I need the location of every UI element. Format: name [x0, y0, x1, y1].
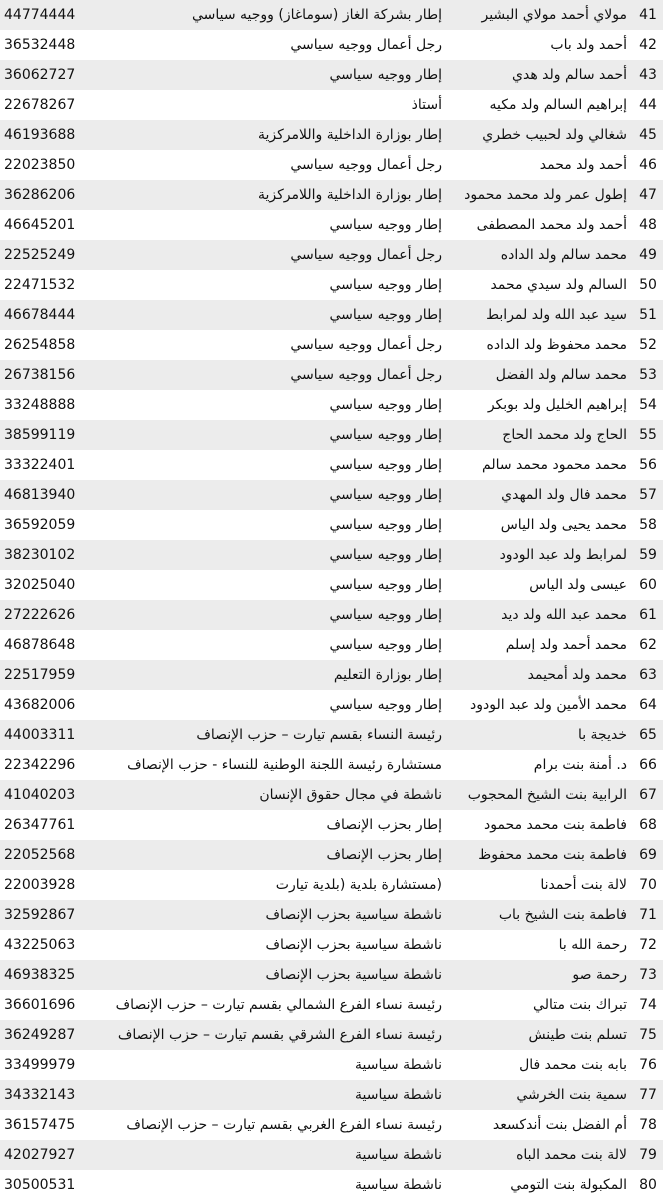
member-name: الحاج ولد محمد الحاج — [502, 427, 627, 443]
member-phone: 33248888 — [4, 397, 76, 413]
member-name: أم الفضل بنت أندكسعد — [492, 1117, 627, 1133]
row-number: 77 — [639, 1087, 657, 1103]
member-name: فاطمة بنت محمد محفوظ — [478, 847, 627, 863]
member-phone: 22342296 — [4, 757, 76, 773]
member-phone: 22471532 — [4, 277, 76, 293]
table-row — [0, 1020, 663, 1050]
row-number: 43 — [639, 67, 657, 83]
table-row — [0, 720, 663, 750]
member-phone: 22003928 — [4, 877, 76, 893]
member-name: محمد يحيى ولد الياس — [500, 517, 627, 533]
member-phone: 36532448 — [4, 37, 76, 53]
member-role: ناشطة سياسية بحزب الإنصاف — [265, 937, 442, 953]
row-number: 69 — [639, 847, 657, 863]
member-role: ناشطة سياسية بحزب الإنصاف — [265, 967, 442, 983]
member-phone: 32592867 — [4, 907, 76, 923]
table-row — [0, 780, 663, 810]
member-role: ناشطة سياسية — [354, 1147, 442, 1163]
member-name: شغالي ولد لحبيب خطري — [482, 127, 627, 143]
member-role: إطار بشركة الغاز (سوماغاز) ووجيه سياسي — [191, 7, 442, 23]
table-row — [0, 1170, 663, 1200]
table-row — [0, 1080, 663, 1110]
row-number: 64 — [639, 697, 657, 713]
table-row — [0, 120, 663, 150]
member-name: خديجة با — [577, 727, 627, 743]
table-row — [0, 900, 663, 930]
member-role: رئيسة نساء الفرع الغربي بقسم تيارت – حزب الإنصاف — [126, 1117, 442, 1133]
row-number: 49 — [639, 247, 657, 263]
table-row — [0, 600, 663, 630]
member-phone: 34332143 — [4, 1087, 76, 1103]
member-phone: 22517959 — [4, 667, 76, 683]
member-role: إطار ووجيه سياسي — [329, 457, 442, 473]
member-role: رئيسة نساء الفرع الشمالي بقسم تيارت – حزب الإنصاف — [115, 997, 442, 1013]
table-row — [0, 60, 663, 90]
row-number: 56 — [639, 457, 657, 473]
member-phone: 42027927 — [4, 1147, 76, 1163]
row-number: 59 — [639, 547, 657, 563]
member-name: محمد أحمد ولد إسلم — [505, 637, 627, 653]
row-number: 79 — [639, 1147, 657, 1163]
member-role: رجل أعمال ووجيه سياسي — [290, 247, 442, 263]
member-role: إطار ووجيه سياسي — [329, 637, 442, 653]
member-name: مولاي أحمد مولاي البشير — [481, 7, 627, 23]
table-row — [0, 1110, 663, 1140]
table-row — [0, 180, 663, 210]
member-role: مستشارة رئيسة اللجنة الوطنية للنساء - حزب الإنصاف — [127, 757, 442, 773]
table-row — [0, 540, 663, 570]
member-phone: 22678267 — [4, 97, 76, 113]
row-number: 71 — [639, 907, 657, 923]
table-row — [0, 300, 663, 330]
member-role: رئيسة النساء بقسم تيارت – حزب الإنصاف — [196, 727, 442, 743]
member-name: الرابية بنت الشيخ المحجوب — [467, 787, 627, 803]
row-number: 66 — [639, 757, 657, 773]
table-row — [0, 750, 663, 780]
member-role: إطار ووجيه سياسي — [329, 67, 442, 83]
member-phone: 26254858 — [4, 337, 76, 353]
member-phone: 44003311 — [4, 727, 76, 743]
member-role: ناشطة سياسية — [354, 1057, 442, 1073]
member-name: تبراك بنت متالي — [533, 997, 627, 1013]
row-number: 78 — [639, 1117, 657, 1133]
table-row — [0, 90, 663, 120]
table-row — [0, 270, 663, 300]
member-name: محمد سالم ولد الداده — [500, 247, 627, 263]
member-phone: 46678444 — [4, 307, 76, 323]
member-role: رئيسة نساء الفرع الشرقي بقسم تيارت – حزب الإنصاف — [117, 1027, 442, 1043]
table-row — [0, 390, 663, 420]
member-name: أحمد ولد باب — [550, 37, 627, 53]
member-name: محمد عبد الله ولد ديد — [501, 607, 627, 623]
member-name: لمرابط ولد عبد الودود — [499, 547, 627, 563]
table-row — [0, 480, 663, 510]
row-number: 48 — [639, 217, 657, 233]
row-number: 61 — [639, 607, 657, 623]
member-role: إطار ووجيه سياسي — [329, 697, 442, 713]
table-row — [0, 1050, 663, 1080]
member-phone: 46645201 — [4, 217, 76, 233]
member-phone: 38599119 — [4, 427, 76, 443]
row-number: 44 — [639, 97, 657, 113]
table-row — [0, 330, 663, 360]
row-number: 68 — [639, 817, 657, 833]
member-name: إطول عمر ولد محمد محمود — [464, 187, 627, 203]
member-phone: 36592059 — [4, 517, 76, 533]
member-role: إطار بوزارة الداخلية واللامركزية — [258, 127, 442, 143]
table-row — [0, 840, 663, 870]
table-row — [0, 630, 663, 660]
member-role: إطار ووجيه سياسي — [329, 217, 442, 233]
member-role: أستاذ — [411, 97, 442, 113]
member-name: أحمد سالم ولد هدي — [512, 67, 627, 83]
table-row — [0, 360, 663, 390]
member-role: إطار بحزب الإنصاف — [326, 817, 442, 833]
member-role: إطار ووجيه سياسي — [329, 277, 442, 293]
member-name: أحمد ولد محمد — [539, 157, 627, 173]
row-number: 51 — [639, 307, 657, 323]
row-number: 65 — [639, 727, 657, 743]
table-row — [0, 450, 663, 480]
member-name: لالة بنت محمد الباه — [516, 1147, 627, 1163]
member-name: د. أمنة بنت برام — [533, 757, 627, 773]
member-name: سيد عبد الله ولد لمرابط — [486, 307, 627, 323]
row-number: 47 — [639, 187, 657, 203]
row-number: 54 — [639, 397, 657, 413]
member-name: بابه بنت محمد فال — [519, 1057, 627, 1073]
member-name: محمد فال ولد المهدي — [501, 487, 627, 503]
row-number: 76 — [639, 1057, 657, 1073]
member-phone: 36249287 — [4, 1027, 76, 1043]
member-phone: 46193688 — [4, 127, 76, 143]
table-row — [0, 690, 663, 720]
member-name: رحمة صو — [572, 967, 627, 983]
member-phone: 26738156 — [4, 367, 76, 383]
member-role: إطار ووجيه سياسي — [329, 307, 442, 323]
member-name: تسلم بنت طينش — [528, 1027, 627, 1043]
member-phone: 46938325 — [4, 967, 76, 983]
member-name: لالة بنت أحمدنا — [540, 877, 627, 893]
member-role: إطار ووجيه سياسي — [329, 427, 442, 443]
member-phone: 26347761 — [4, 817, 76, 833]
member-name: محمد الأمين ولد عبد الودود — [470, 697, 627, 713]
member-phone: 38230102 — [4, 547, 76, 563]
table-row — [0, 1140, 663, 1170]
table-row — [0, 870, 663, 900]
member-phone: 22525249 — [4, 247, 76, 263]
member-phone: 43682006 — [4, 697, 76, 713]
row-number: 52 — [639, 337, 657, 353]
row-number: 74 — [639, 997, 657, 1013]
member-phone: 36157475 — [4, 1117, 76, 1133]
member-role: إطار بحزب الإنصاف — [326, 847, 442, 863]
table-row — [0, 990, 663, 1020]
row-number: 73 — [639, 967, 657, 983]
member-phone: 36062727 — [4, 67, 76, 83]
member-role: إطار ووجيه سياسي — [329, 517, 442, 533]
member-role: إطار ووجيه سياسي — [329, 547, 442, 563]
member-role: إطار ووجيه سياسي — [329, 487, 442, 503]
member-phone: 43225063 — [4, 937, 76, 953]
member-role: إطار بوزارة التعليم — [333, 667, 442, 683]
member-name: أحمد ولد محمد المصطفى — [476, 217, 627, 233]
member-name: المكبولة بنت التومي — [510, 1177, 627, 1193]
member-name: عيسى ولد الياس — [529, 577, 627, 593]
row-number: 50 — [639, 277, 657, 293]
row-number: 58 — [639, 517, 657, 533]
member-name: رحمة الله با — [558, 937, 627, 953]
row-number: 62 — [639, 637, 657, 653]
member-role: رجل أعمال ووجيه سياسي — [290, 337, 442, 353]
row-number: 70 — [639, 877, 657, 893]
member-phone: 33322401 — [4, 457, 76, 473]
member-role: (مستشارة بلدية (بلدية تيارت — [275, 877, 442, 893]
row-number: 42 — [639, 37, 657, 53]
member-phone: 36286206 — [4, 187, 76, 203]
row-number: 41 — [639, 7, 657, 23]
member-phone: 27222626 — [4, 607, 76, 623]
member-role: ناشطة سياسية بحزب الإنصاف — [265, 907, 442, 923]
table-row — [0, 660, 663, 690]
table-row — [0, 810, 663, 840]
member-phone: 22052568 — [4, 847, 76, 863]
member-phone: 41040203 — [4, 787, 76, 803]
row-number: 45 — [639, 127, 657, 143]
row-number: 55 — [639, 427, 657, 443]
member-role: ناشطة سياسية — [354, 1087, 442, 1103]
row-number: 75 — [639, 1027, 657, 1043]
member-role: إطار ووجيه سياسي — [329, 577, 442, 593]
member-name: فاطمة بنت محمد محمود — [484, 817, 627, 833]
member-phone: 22023850 — [4, 157, 76, 173]
table-row — [0, 960, 663, 990]
member-phone: 33499979 — [4, 1057, 76, 1073]
row-number: 72 — [639, 937, 657, 953]
member-role: رجل أعمال ووجيه سياسي — [290, 157, 442, 173]
member-name: محمد سالم ولد الفضل — [495, 367, 627, 383]
member-role: إطار ووجيه سياسي — [329, 607, 442, 623]
table-row — [0, 570, 663, 600]
member-phone: 32025040 — [4, 577, 76, 593]
table-row — [0, 0, 663, 30]
table-row — [0, 150, 663, 180]
member-name: محمد ولد أمحيمد — [527, 667, 627, 683]
member-role: ناشطة سياسية — [354, 1177, 442, 1193]
table-row — [0, 510, 663, 540]
table-row — [0, 420, 663, 450]
table-row — [0, 240, 663, 270]
row-number: 67 — [639, 787, 657, 803]
member-phone: 36601696 — [4, 997, 76, 1013]
row-number: 60 — [639, 577, 657, 593]
member-phone: 44774444 — [4, 7, 76, 23]
member-name: إبراهيم الخليل ولد بوبكر — [487, 397, 627, 413]
row-number: 80 — [639, 1177, 657, 1193]
member-name: إبراهيم السالم ولد مكيه — [489, 97, 627, 113]
row-number: 57 — [639, 487, 657, 503]
table-row — [0, 30, 663, 60]
row-number: 53 — [639, 367, 657, 383]
member-role: إطار بوزارة الداخلية واللامركزية — [258, 187, 442, 203]
member-name: فاطمة بنت الشيخ باب — [498, 907, 627, 923]
member-role: رجل أعمال ووجيه سياسي — [290, 37, 442, 53]
member-phone: 46813940 — [4, 487, 76, 503]
member-name: السالم ولد سيدي محمد — [490, 277, 627, 293]
member-name: محمد محفوظ ولد الداده — [486, 337, 627, 353]
member-name: سمية بنت الخرشي — [516, 1087, 627, 1103]
table-row — [0, 210, 663, 240]
member-phone: 30500531 — [4, 1177, 76, 1193]
member-role: رجل أعمال ووجيه سياسي — [290, 367, 442, 383]
row-number: 46 — [639, 157, 657, 173]
row-number: 63 — [639, 667, 657, 683]
member-role: إطار ووجيه سياسي — [329, 397, 442, 413]
table-row — [0, 930, 663, 960]
member-role: ناشطة في مجال حقوق الإنسان — [259, 787, 442, 803]
member-name: محمد محمود محمد سالم — [482, 457, 627, 473]
member-phone: 46878648 — [4, 637, 76, 653]
